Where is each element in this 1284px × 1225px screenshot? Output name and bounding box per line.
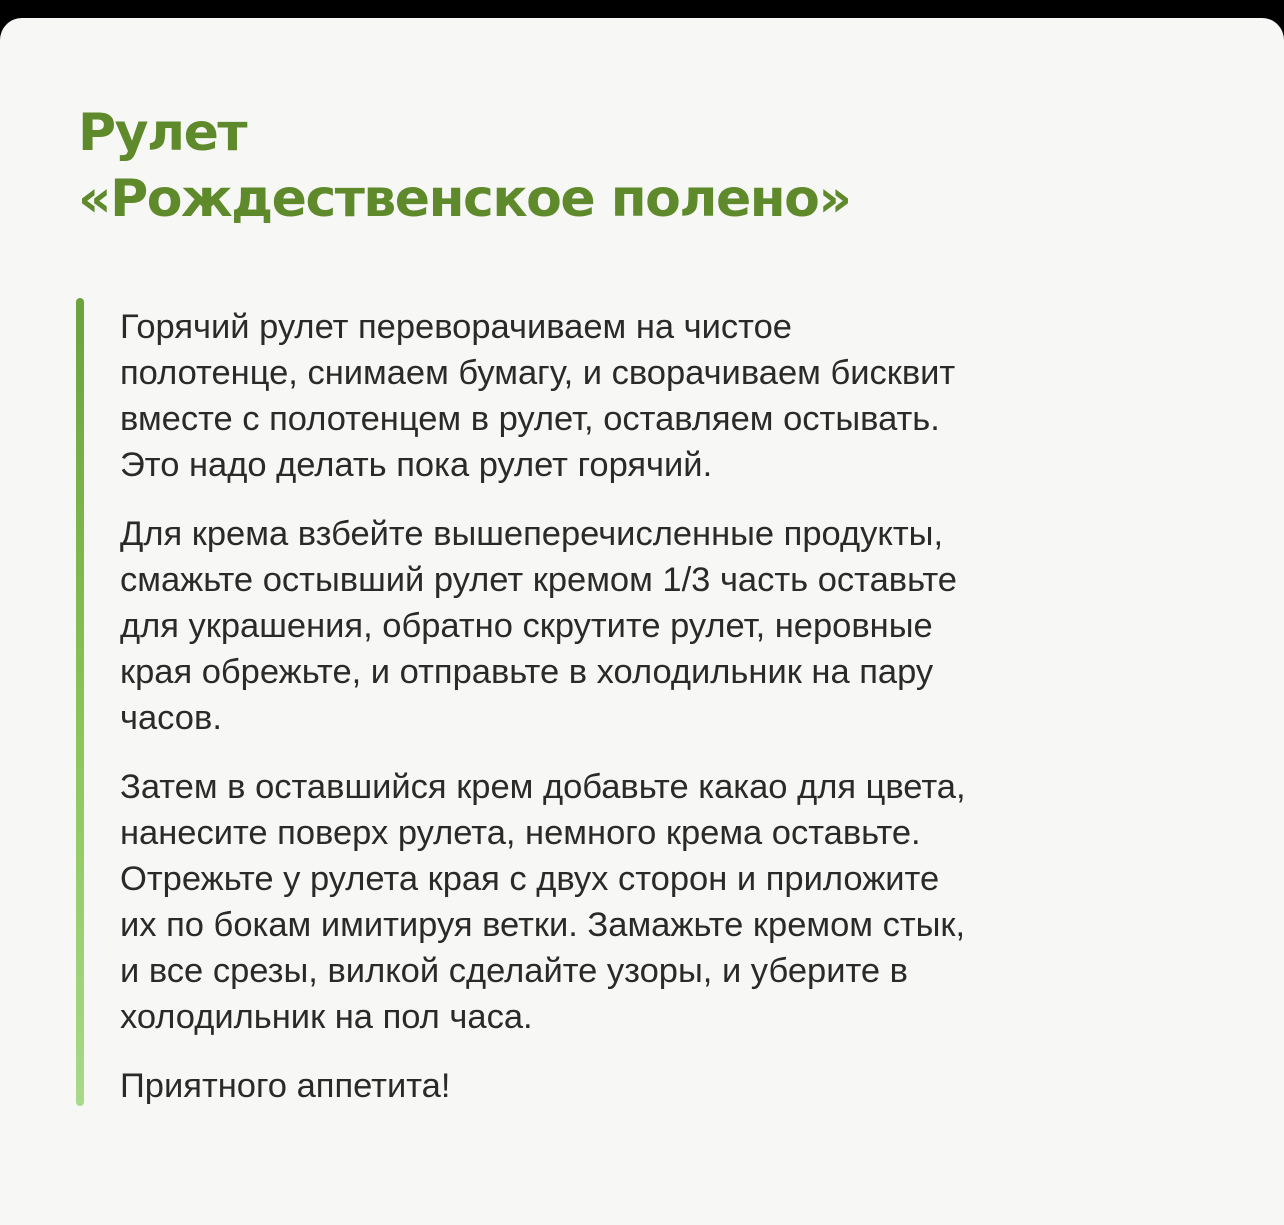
text-line: для украшения, обратно скрутите рулет, неровные <box>120 607 933 645</box>
text-line: Затем в оставшийся крем добавьте какао для цвета, <box>120 768 966 806</box>
text-line: холодильник на пол часа. <box>120 998 533 1036</box>
recipe-text <box>120 304 1230 1109</box>
text-line: Горячий рулет переворачиваем на чистое <box>120 308 792 346</box>
paragraph-4 <box>120 1063 1230 1109</box>
title-line-1: Рулет <box>78 103 246 163</box>
paragraph-2 <box>120 511 1230 741</box>
text-line: смажьте остывший рулет кремом 1/3 часть оставьте <box>120 561 957 599</box>
text-line: Для крема взбейте вышеперечисленные продукты, <box>120 515 944 553</box>
text-line: Отрежьте у рулета края с двух сторон и приложите <box>120 860 940 898</box>
accent-bar <box>76 298 84 1106</box>
text-line: и все срезы, вилкой сделайте узоры, и уберите в <box>120 952 908 990</box>
text-line: Это надо делать пока рулет горячий. <box>120 446 713 484</box>
text-line: нанесите поверх рулета, немного крема оставьте. <box>120 814 921 852</box>
title-line-2: «Рождественское полено» <box>78 169 851 229</box>
text-line: Приятного аппетита! <box>120 1067 451 1105</box>
paragraph-1 <box>120 304 1230 488</box>
paragraph-3 <box>120 764 1230 1040</box>
recipe-card <box>0 18 1284 1225</box>
text-line: часов. <box>120 699 222 737</box>
text-line: их по бокам имитируя ветки. Замажьте кремом стык, <box>120 906 966 944</box>
text-line: полотенце, снимаем бумагу, и сворачиваем бисквит <box>120 354 956 392</box>
text-line: вместе с полотенцем в рулет, оставляем остывать. <box>120 400 940 438</box>
text-line: края обрежьте, и отправьте в холодильник на пару <box>120 653 934 691</box>
page-title <box>78 100 850 232</box>
